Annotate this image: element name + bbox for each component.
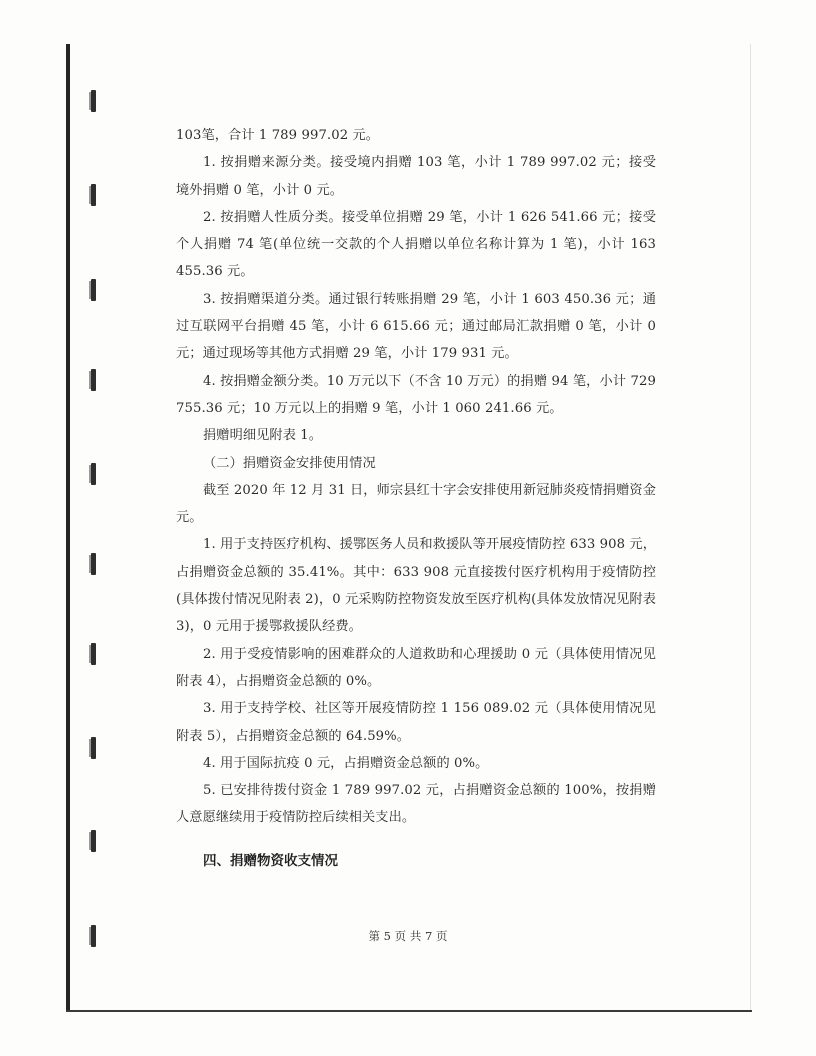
paragraph-usage-schools: 3. 用于支持学校、社区等开展疫情防控 1 156 089.02 元（具体使用情况见附表 5），占捐赠资金总额的 64.59%。: [176, 701, 656, 744]
paragraph-usage-relief: 2. 用于受疫情影响的困难群众的人道救助和心理援助 0 元（具体使用情况见附表 4），占捐赠资金总额的 0%。: [176, 646, 656, 689]
paragraph-by-donor-type: 2. 按捐赠人性质分类。接受单位捐赠 29 笔，小计 1 626 541.66 元；接受个人捐赠 74 笔(单位统一交款的个人捐赠以单位名称计算为 1 笔)，小计 163 455.36 元。: [176, 209, 656, 280]
page-bottom-border: [66, 1010, 752, 1012]
binding-hole-mark: [91, 830, 96, 852]
document-body: [176, 122, 656, 832]
binding-hole-mark: [91, 463, 96, 485]
binding-hole-mark: [91, 369, 96, 391]
paragraph-by-channel: 3. 按捐赠渠道分类。通过银行转账捐赠 29 笔，小计 1 603 450.36 元；通过互联网平台捐赠 45 笔，小计 6 615.66 元；通过邮局汇款捐赠 0 笔，小计 0 元；通过现场等其他方式捐赠 29 笔，小计 179 931 元。: [176, 291, 656, 362]
page-left-border: [66, 44, 70, 1012]
subsection-heading: （二）捐赠资金安排使用情况: [203, 455, 376, 471]
paragraph-usage-international: 4. 用于国际抗疫 0 元，占捐赠资金总额的 0%。: [203, 755, 489, 771]
section-heading: 四、捐赠物资收支情况: [203, 853, 338, 869]
paragraph-fund-usage-intro: 截至 2020 年 12 月 31 日，师宗县红十字会安排使用新冠肺炎疫情捐赠资金元。: [176, 482, 656, 526]
binding-hole-mark: [91, 184, 96, 206]
paragraph-by-source: 1. 按捐赠来源分类。接受境内捐赠 103 笔，小计 1 789 997.02 元；接受境外捐赠 0 笔，小计 0 元。: [176, 155, 656, 198]
paragraph-detail-note: 捐赠明细见附表 1。: [203, 428, 323, 444]
binding-hole-mark: [91, 737, 96, 759]
paragraph-continuation: 103笔，合计 1 789 997.02 元。: [176, 128, 380, 143]
binding-hole-mark: [91, 643, 96, 665]
page-right-edge: [750, 44, 751, 1010]
binding-hole-mark: [91, 279, 96, 301]
binding-hole-mark: [91, 90, 96, 112]
paragraph-usage-medical: 1. 用于支持医疗机构、援鄂医务人员和救援队等开展疫情防控 633 908 元，占捐赠资金总额的 35.41%。其中：633 908 元直接拨付医疗机构用于疫情防控(具体拨付情况见附表 2)，0 元采购防控物资发放至医疗机构(具体发放情况见附表 3)，0 元用于援鄂救援队经费。: [176, 537, 656, 635]
binding-hole-mark: [91, 553, 96, 575]
page-number-footer: 第 5 页 共 7 页: [368, 929, 448, 943]
paragraph-usage-pending: 5. 已安排待拨付资金 1 789 997.02 元，占捐赠资金总额的 100%，按捐赠人意愿继续用于疫情防控后续相关支出。: [176, 783, 656, 826]
paragraph-by-amount: 4. 按捐赠金额分类。10 万元以下（不含 10 万元）的捐赠 94 笔，小计 729 755.36 元；10 万元以上的捐赠 9 笔，小计 1 060 241.66 元。: [176, 373, 656, 416]
